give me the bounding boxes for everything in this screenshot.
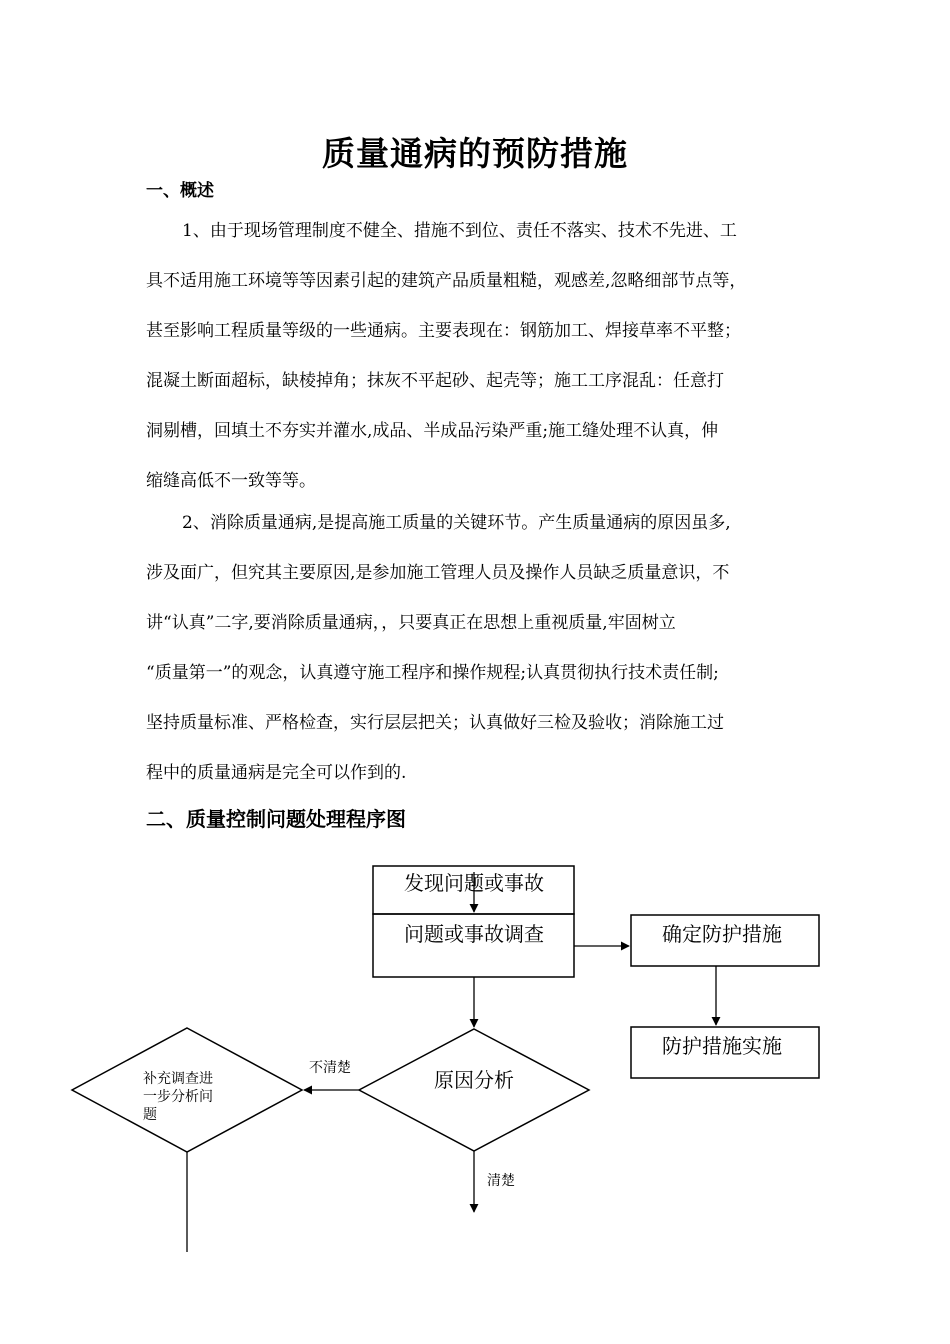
edge-label-clear: 清楚 [487,1173,515,1189]
node-discover-label: 发现问题或事故 [404,871,544,895]
section-heading-flowchart: 二、质量控制问题处理程序图 [146,807,406,831]
paragraph-line: 具不适用施工环境等等因素引起的建筑产品质量粗糙，观感差,忽略细部节点等， [146,271,747,291]
node-protect-implement-label: 防护措施实施 [662,1034,782,1058]
node-supplement-label-1: 补充调查进 [143,1071,213,1087]
node-cause-analysis-label: 原因分析 [434,1068,514,1092]
section-heading-overview: 一、概述 [146,181,214,201]
paragraph-line: 混凝土断面超标，缺棱掉角；抹灰不平起砂、起壳等；施工工序混乱：任意打 [146,371,724,391]
paragraph-line: 缩缝高低不一致等等。 [146,471,316,491]
paragraph-line: 洞剔槽，回填土不夯实并灌水,成品、半成品污染严重;施工缝处理不认真，伸 [146,421,719,441]
paragraph-line: 2、消除质量通病,是提高施工质量的关键环节。产生质量通病的原因虽多, [182,513,731,533]
page-title: 质量通病的预防措施 [322,134,628,173]
paragraph-line: 涉及面广，但究其主要原因,是参加施工管理人员及操作人员缺乏质量意识，不 [146,563,730,583]
node-investigate-label: 问题或事故调查 [404,922,544,946]
node-supplement-label-2: 一步分析问 [143,1089,213,1105]
paragraph-line: 1、由于现场管理制度不健全、措施不到位、责任不落实、技术不先进、工 [182,221,737,241]
node-protect-measure-label: 确定防护措施 [662,922,782,946]
paragraph-line: 程中的质量通病是完全可以作到的. [146,763,407,783]
paragraph-line: 讲“认真”二字,要消除质量通病，，只要真正在思想上重视质量,牢固树立 [146,613,676,633]
edge-label-unclear: 不清楚 [309,1060,351,1076]
paragraph-line: “质量第一”的观念，认真遵守施工程序和操作规程;认真贯彻执行技术责任制; [146,663,719,683]
paragraph-line: 甚至影响工程质量等级的一些通病。主要表现在：钢筋加工、焊接草率不平整； [146,321,741,341]
paragraph-line: 坚持质量标准、严格检查，实行层层把关；认真做好三检及验收；消除施工过 [146,713,724,733]
node-supplement-label-3: 题 [143,1107,157,1123]
